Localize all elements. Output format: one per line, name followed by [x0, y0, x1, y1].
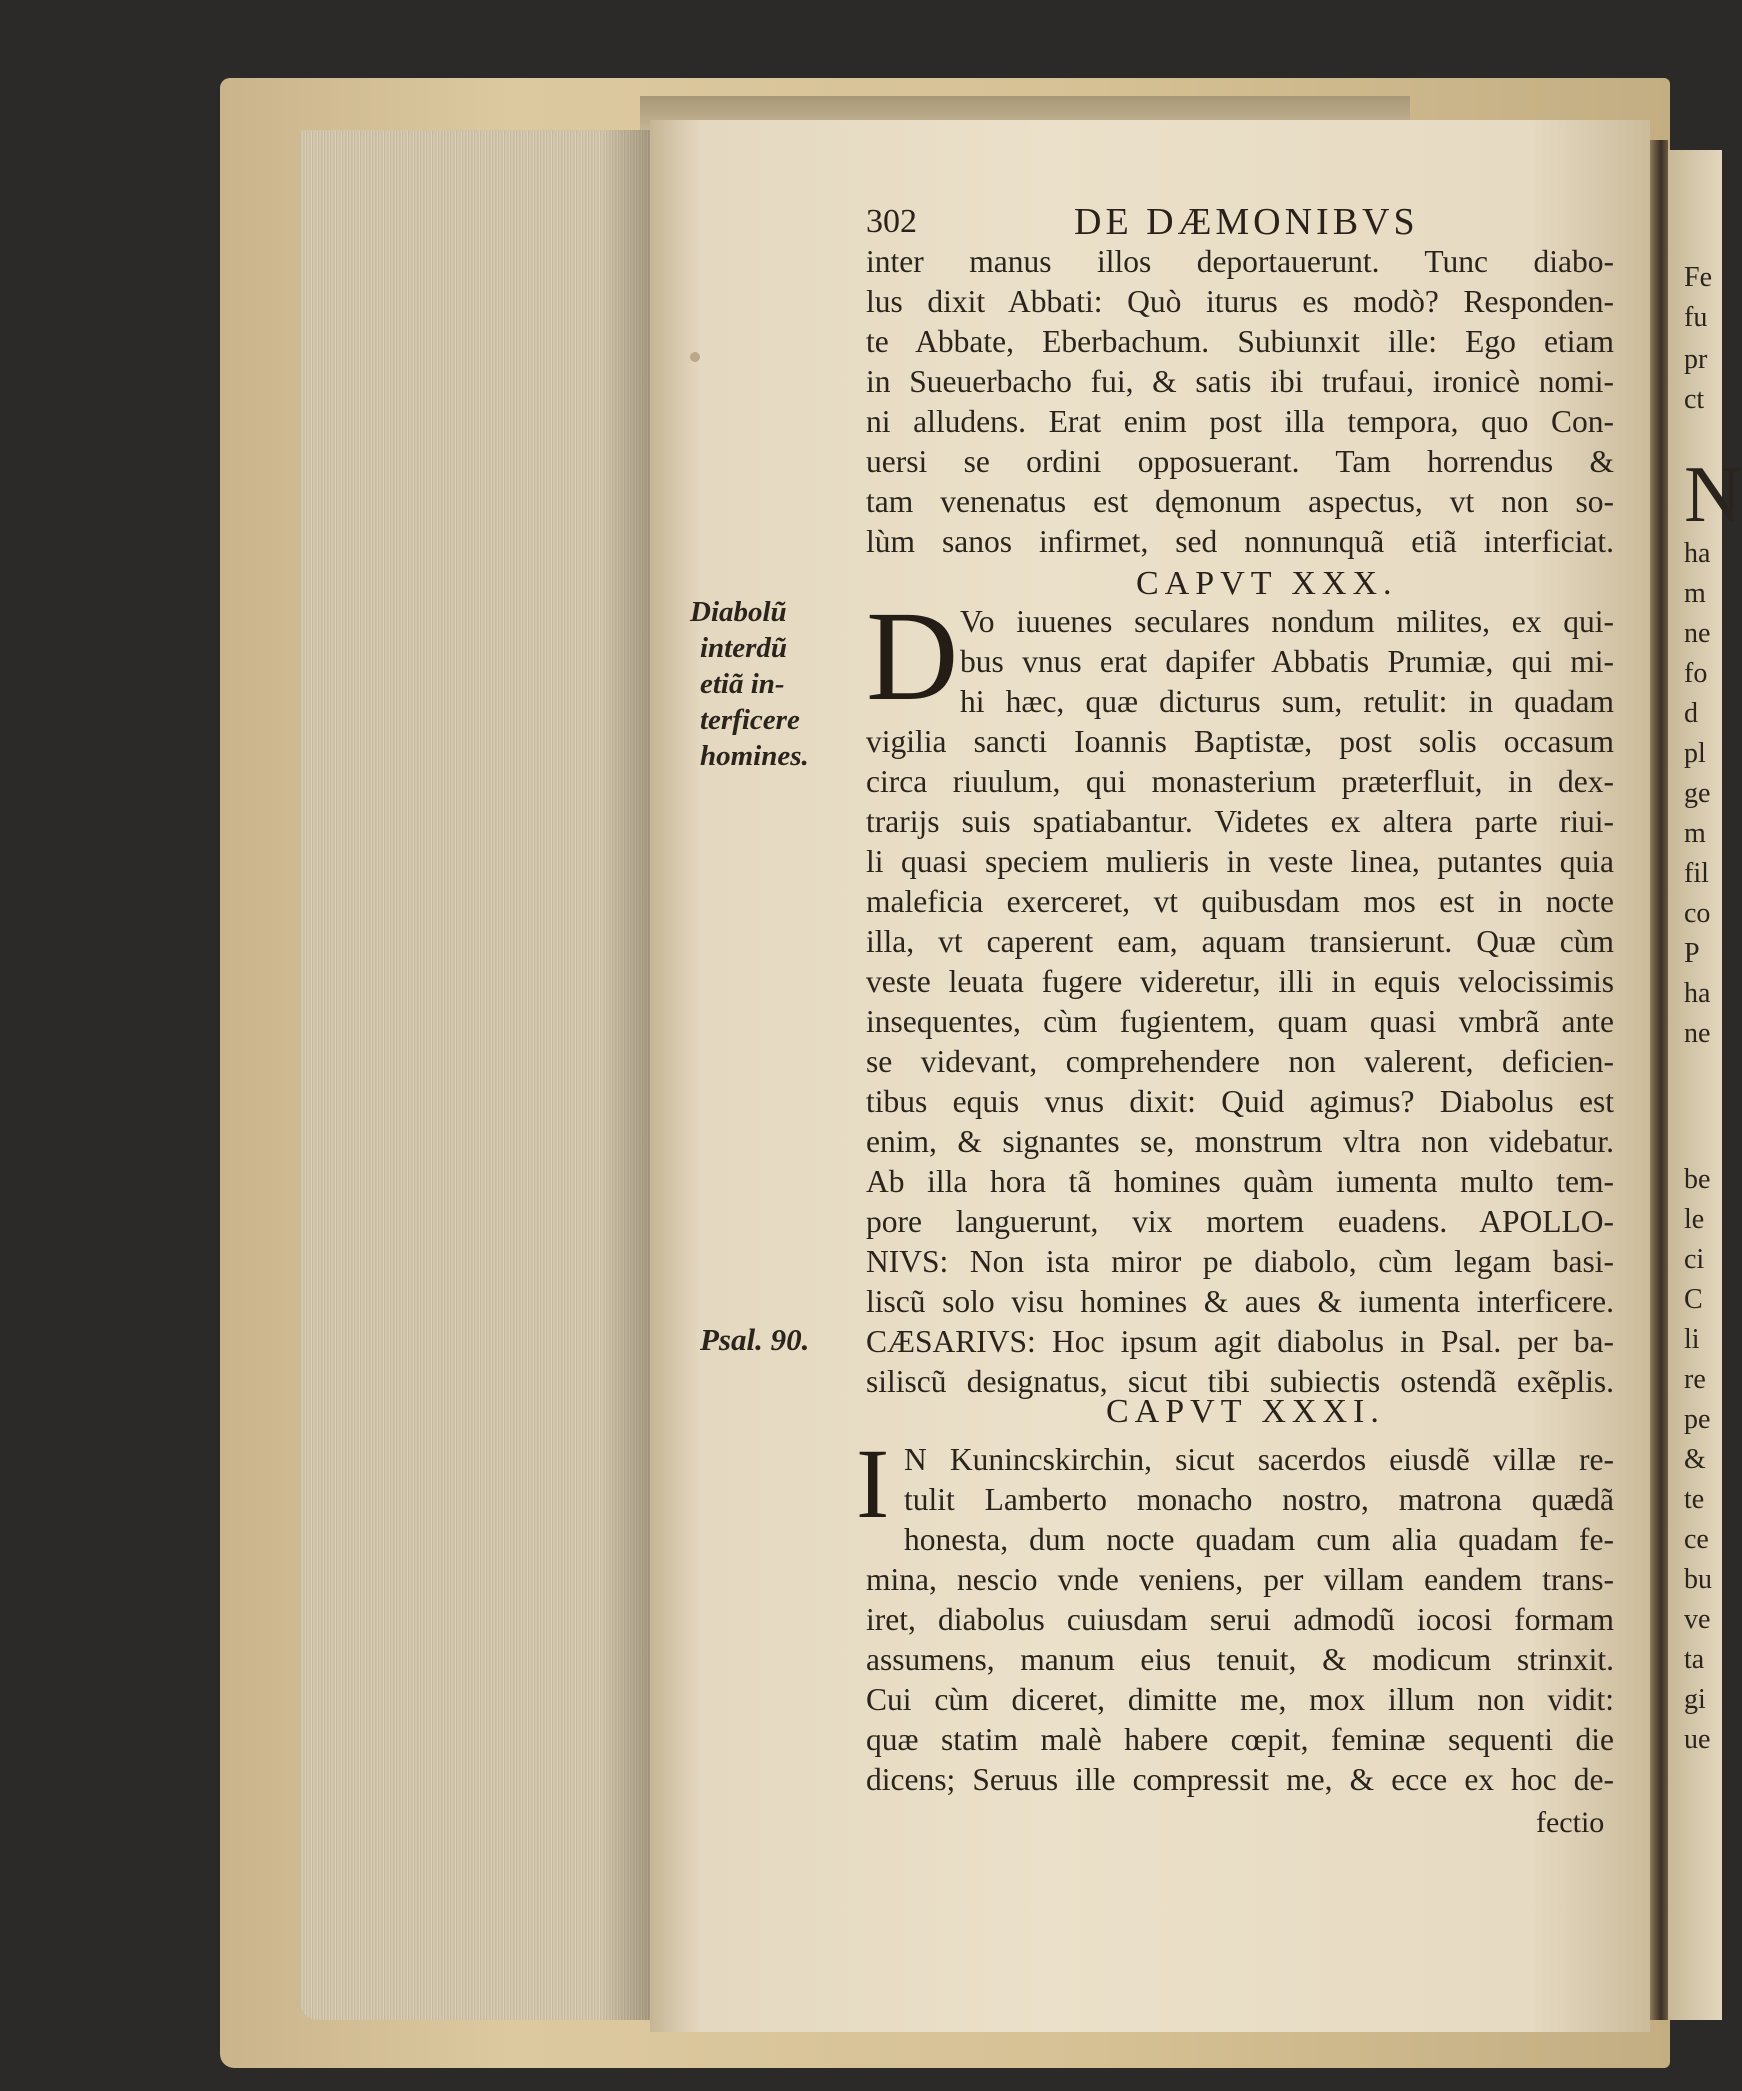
text-line: tibus equis vnus dixit: Quid agimus? Diabolus est	[866, 1084, 1614, 1119]
text-line: honesta, dum nocte quadam cum alia quadam fe-	[904, 1522, 1614, 1557]
facing-text: ha	[1684, 538, 1711, 569]
text-line: Vo iuuenes seculares nondum milites, ex qui-	[960, 604, 1614, 639]
catchword: fectio	[1536, 1806, 1605, 1839]
facing-text: d	[1684, 698, 1698, 729]
chapter-heading: CAPVT XXXI.	[1106, 1393, 1385, 1430]
facing-text: ge	[1684, 778, 1711, 809]
text-line: lus dixit Abbati: Quò iturus es modò? Responden-	[866, 284, 1614, 319]
facing-text: ne	[1684, 618, 1711, 649]
facing-text: gi	[1684, 1684, 1706, 1715]
text-line: se videvant, comprehendere non valerent, deficien-	[866, 1044, 1614, 1079]
drop-initial: I	[856, 1428, 890, 1539]
text-line: liscũ solo visu homines & aues & iumenta interficere.	[866, 1284, 1614, 1319]
facing-text: ha	[1684, 978, 1711, 1009]
text-line: tulit Lamberto monacho nostro, matrona quædã	[904, 1482, 1614, 1517]
margin-note-line: interdũ	[700, 632, 788, 664]
facing-text: Fe	[1684, 262, 1712, 293]
page-number: 302	[866, 203, 917, 240]
facing-text: m	[1684, 818, 1706, 849]
facing-text: fo	[1684, 658, 1708, 689]
text-line: uersi se ordini opposuerant. Tam horrendus &	[866, 444, 1614, 479]
margin-note-line: Diabolũ	[690, 596, 787, 628]
text-line: iret, diabolus cuiusdam serui admodũ iocosi formam	[866, 1602, 1614, 1637]
chapter-heading: CAPVT XXX.	[1136, 565, 1398, 602]
book-gutter	[1650, 140, 1668, 2020]
text-line: pore languerunt, vix mortem euadens. APOLLO-	[866, 1204, 1614, 1239]
facing-text: ci	[1684, 1244, 1705, 1275]
text-line: mina, nescio vnde veniens, per villam eandem trans-	[866, 1562, 1614, 1597]
facing-text: li	[1684, 1324, 1700, 1355]
text-line: te Abbate, Eberbachum. Subiunxit ille: Ego etiam	[866, 324, 1614, 359]
text-line: CÆSARIVS: Hoc ipsum agit diabolus in Psal. per ba-	[866, 1324, 1614, 1359]
margin-note-line: terficere	[700, 704, 800, 736]
page-block-edge	[300, 130, 650, 2020]
text-line: li quasi speciem mulieris in veste linea, putantes quia	[866, 844, 1614, 879]
facing-text: ue	[1684, 1724, 1711, 1755]
facing-text: pl	[1684, 738, 1706, 769]
facing-text: be	[1684, 1164, 1711, 1195]
facing-initial: N	[1684, 451, 1742, 539]
text-line: N Kunincskirchin, sicut sacerdos eiusdẽ villæ re-	[904, 1442, 1614, 1477]
margin-note-line: homines.	[700, 740, 809, 772]
facing-text: C	[1684, 1284, 1703, 1315]
facing-text: ve	[1684, 1604, 1711, 1635]
facing-text: P	[1684, 938, 1700, 969]
facing-text: &	[1684, 1444, 1706, 1475]
margin-note-psalm: Psal. 90.	[700, 1322, 810, 1357]
text-line: insequentes, cùm fugientem, quam quasi vmbrã ante	[866, 1004, 1614, 1039]
text-line: vigilia sancti Ioannis Baptistæ, post solis occasum	[866, 724, 1614, 759]
text-line: Ab illa hora tã homines quàm iumenta multo tem-	[866, 1164, 1614, 1199]
text-line: ni alludens. Erat enim post illa tempora, quo Con-	[866, 404, 1614, 439]
text-line: circa riuulum, qui monasterium præterfluit, in dex-	[866, 764, 1614, 799]
facing-text: le	[1684, 1204, 1705, 1235]
facing-text: pr	[1684, 344, 1708, 375]
text-line: bus vnus erat dapifer Abbatis Prumiæ, qui mi-	[960, 644, 1614, 679]
text-line: veste leuata fugere videretur, illi in equis velocissimis	[866, 964, 1614, 999]
margin-note-line: etiã in-	[700, 668, 785, 700]
page-spot	[690, 352, 700, 362]
text-line: Cui cùm diceret, dimitte me, mox illum non vidit:	[866, 1682, 1614, 1717]
facing-text: fu	[1684, 302, 1708, 333]
facing-text: ne	[1684, 1018, 1711, 1049]
facing-text: co	[1684, 898, 1711, 929]
facing-text: te	[1684, 1484, 1705, 1515]
text-line: lùm sanos infirmet, sed nonnunquã etiã interficiat.	[866, 524, 1614, 559]
text-line: enim, & signantes se, monstrum vltra non videbatur.	[866, 1124, 1614, 1159]
text-line: tam venenatus est dęmonum aspectus, vt non so-	[866, 484, 1614, 519]
facing-text: ta	[1684, 1644, 1705, 1675]
drop-initial: D	[866, 585, 959, 727]
text-line: maleficia exerceret, vt quibusdam mos est in nocte	[866, 884, 1614, 919]
text-line: in Sueuerbacho fui, & satis ibi trufaui, ironicè nomi-	[866, 364, 1614, 399]
text-line: siliscũ designatus, sicut tibi subiectis ostendã exẽplis.	[866, 1364, 1614, 1399]
text-line: trarijs suis spatiabantur. Videtes ex altera parte riui-	[866, 804, 1614, 839]
text-line: NIVS: Non ista miror pe diabolo, cùm legam basi-	[866, 1244, 1614, 1279]
facing-text: pe	[1684, 1404, 1711, 1435]
facing-text: re	[1684, 1364, 1706, 1395]
facing-text: fil	[1684, 858, 1709, 889]
text-line: dicens; Seruus ille compressit me, & ecce ex hoc de-	[866, 1762, 1614, 1797]
text-line: quæ statim malè habere cœpit, feminæ sequenti die	[866, 1722, 1614, 1757]
facing-text: ce	[1684, 1524, 1709, 1555]
text-line: assumens, manum eius tenuit, & modicum strinxit.	[866, 1642, 1614, 1677]
text-line: illa, vt caperent eam, aquam transierunt. Quæ cùm	[866, 924, 1614, 959]
facing-text: bu	[1684, 1564, 1712, 1595]
text-line: inter manus illos deportauerunt. Tunc diabo-	[866, 244, 1614, 279]
running-head: DE DÆMONIBVS	[1074, 201, 1419, 243]
facing-text: m	[1684, 578, 1706, 609]
text-line: hi hæc, quæ dicturus sum, retulit: in quadam	[960, 684, 1614, 719]
facing-text: ct	[1684, 384, 1705, 415]
